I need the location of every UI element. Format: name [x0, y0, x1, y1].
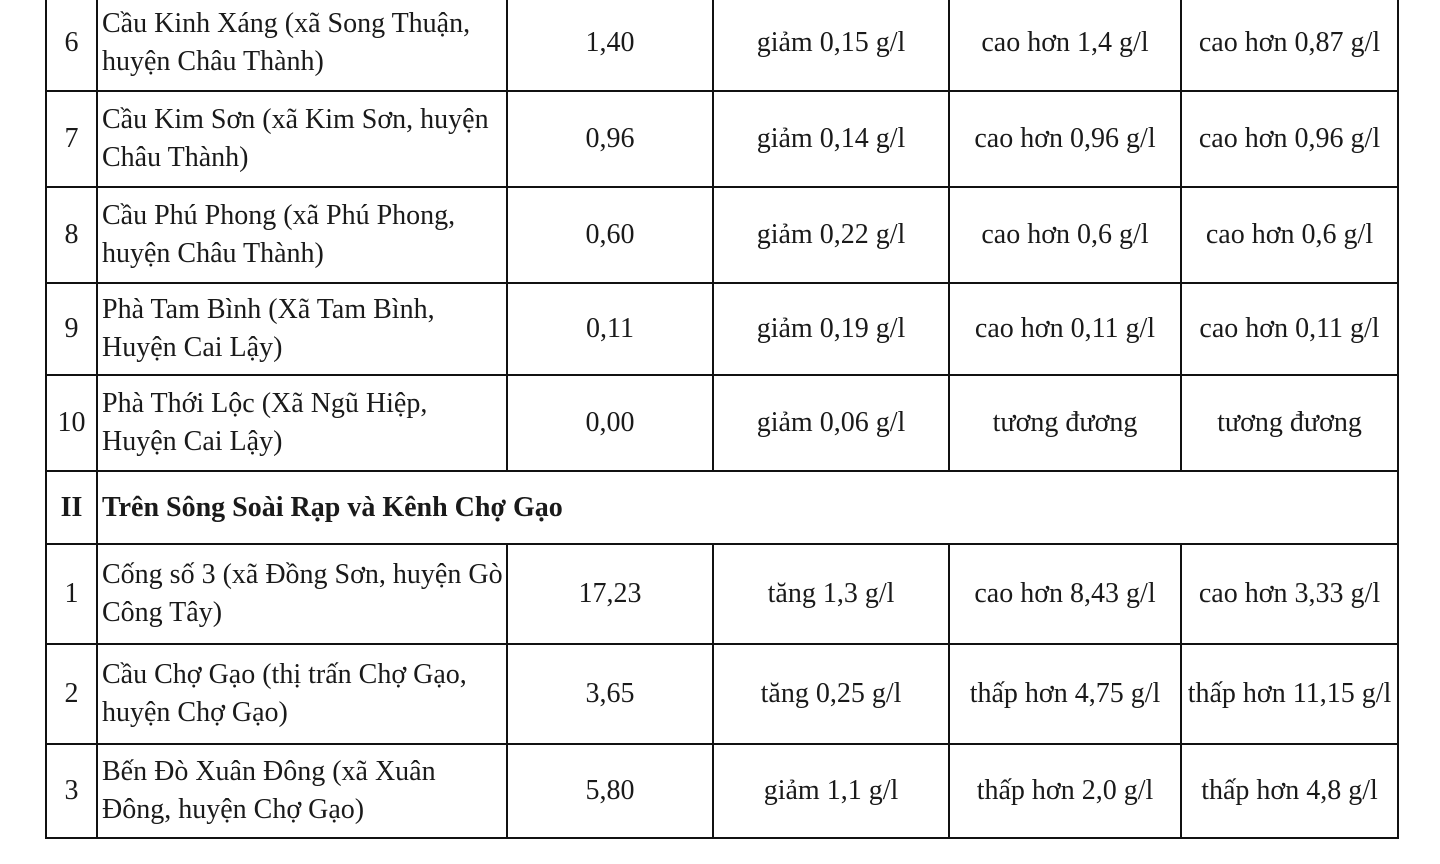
- location-cell: Cầu Kim Sơn (xã Kim Sơn, huyện Châu Thành): [97, 91, 507, 187]
- change-cell: giảm 0,14 g/l: [713, 91, 949, 187]
- comparison-cell-1: cao hơn 0,6 g/l: [949, 187, 1181, 283]
- comparison-cell-1: thấp hơn 4,75 g/l: [949, 644, 1181, 744]
- comparison-cell-1: cao hơn 1,4 g/l: [949, 0, 1181, 91]
- salinity-value: 0,11: [507, 283, 713, 375]
- comparison-cell-2: tương đương: [1181, 375, 1398, 471]
- table-row: [46, 375, 1398, 471]
- change-cell: giảm 0,06 g/l: [713, 375, 949, 471]
- change-cell: giảm 0,19 g/l: [713, 283, 949, 375]
- salinity-value: 5,80: [507, 744, 713, 838]
- comparison-cell-1: thấp hơn 2,0 g/l: [949, 744, 1181, 838]
- table-row: [46, 91, 1398, 187]
- section-title: Trên Sông Soài Rạp và Kênh Chợ Gạo: [97, 471, 1398, 544]
- salinity-value: 3,65: [507, 644, 713, 744]
- table-row: [46, 544, 1398, 644]
- row-number: 10: [46, 375, 97, 471]
- table-row: [46, 0, 1398, 91]
- comparison-cell-2: cao hơn 3,33 g/l: [1181, 544, 1398, 644]
- table-row: [46, 644, 1398, 744]
- comparison-cell-1: cao hơn 8,43 g/l: [949, 544, 1181, 644]
- change-cell: tăng 0,25 g/l: [713, 644, 949, 744]
- location-cell: Phà Tam Bình (Xã Tam Bình, Huyện Cai Lậy): [97, 283, 507, 375]
- row-number: 7: [46, 91, 97, 187]
- section-number: II: [46, 471, 97, 544]
- comparison-cell-2: thấp hơn 4,8 g/l: [1181, 744, 1398, 838]
- section-row: [46, 471, 1398, 544]
- salinity-value: 17,23: [507, 544, 713, 644]
- location-cell: Cống số 3 (xã Đồng Sơn, huyện Gò Công Tây): [97, 544, 507, 644]
- row-number: 6: [46, 0, 97, 91]
- location-cell: Cầu Chợ Gạo (thị trấn Chợ Gạo, huyện Chợ Gạo): [97, 644, 507, 744]
- table-row: [46, 744, 1398, 838]
- row-number: 2: [46, 644, 97, 744]
- location-cell: Cầu Kinh Xáng (xã Song Thuận, huyện Châu Thành): [97, 0, 507, 91]
- salinity-table: [45, 0, 1399, 839]
- row-number: 1: [46, 544, 97, 644]
- change-cell: tăng 1,3 g/l: [713, 544, 949, 644]
- change-cell: giảm 0,22 g/l: [713, 187, 949, 283]
- row-number: 3: [46, 744, 97, 838]
- salinity-value: 0,96: [507, 91, 713, 187]
- location-cell: Phà Thới Lộc (Xã Ngũ Hiệp, Huyện Cai Lậy): [97, 375, 507, 471]
- table-row: [46, 283, 1398, 375]
- salinity-value: 0,00: [507, 375, 713, 471]
- comparison-cell-2: thấp hơn 11,15 g/l: [1181, 644, 1398, 744]
- row-number: 9: [46, 283, 97, 375]
- comparison-cell-2: cao hơn 0,11 g/l: [1181, 283, 1398, 375]
- comparison-cell-2: cao hơn 0,96 g/l: [1181, 91, 1398, 187]
- location-cell: Cầu Phú Phong (xã Phú Phong, huyện Châu Thành): [97, 187, 507, 283]
- change-cell: giảm 0,15 g/l: [713, 0, 949, 91]
- salinity-value: 0,60: [507, 187, 713, 283]
- location-cell: Bến Đò Xuân Đông (xã Xuân Đông, huyện Chợ Gạo): [97, 744, 507, 838]
- comparison-cell-1: tương đương: [949, 375, 1181, 471]
- comparison-cell-1: cao hơn 0,11 g/l: [949, 283, 1181, 375]
- comparison-cell-1: cao hơn 0,96 g/l: [949, 91, 1181, 187]
- table-row: [46, 187, 1398, 283]
- change-cell: giảm 1,1 g/l: [713, 744, 949, 838]
- salinity-value: 1,40: [507, 0, 713, 91]
- row-number: 8: [46, 187, 97, 283]
- comparison-cell-2: cao hơn 0,87 g/l: [1181, 0, 1398, 91]
- comparison-cell-2: cao hơn 0,6 g/l: [1181, 187, 1398, 283]
